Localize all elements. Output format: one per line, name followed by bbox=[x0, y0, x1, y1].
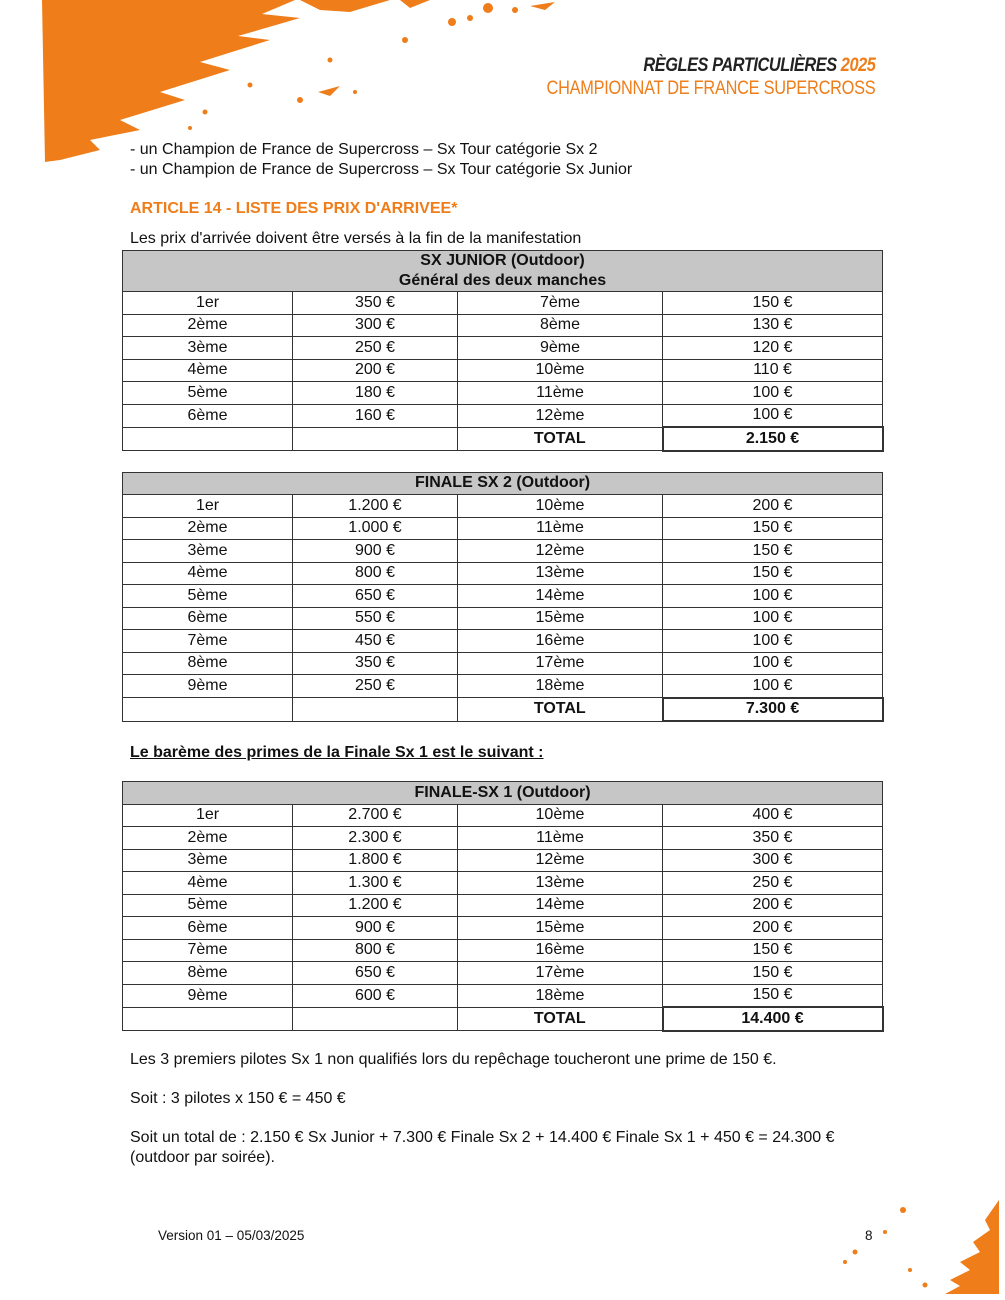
rank-cell: 16ème bbox=[458, 939, 663, 962]
rank-cell: 4ème bbox=[123, 872, 293, 895]
table-row bbox=[123, 827, 883, 850]
prize-cell: 1.200 € bbox=[293, 495, 458, 518]
prize-cell: 130 € bbox=[663, 314, 883, 337]
rank-cell: 14ème bbox=[458, 585, 663, 608]
rank-cell: 11ème bbox=[458, 517, 663, 540]
table-row bbox=[123, 872, 883, 895]
prize-cell: 100 € bbox=[663, 675, 883, 698]
rank-cell: 12ème bbox=[458, 540, 663, 563]
rank-cell: 11ème bbox=[458, 827, 663, 850]
footer-version: Version 01 – 05/03/2025 bbox=[158, 1228, 305, 1243]
prize-cell: 120 € bbox=[663, 337, 883, 360]
table-row bbox=[123, 404, 883, 427]
table-row bbox=[123, 630, 883, 653]
rank-cell: 7ème bbox=[123, 939, 293, 962]
rank-cell: 16ème bbox=[458, 630, 663, 653]
rank-cell: 7ème bbox=[458, 292, 663, 315]
prize-cell: 180 € bbox=[293, 382, 458, 405]
total-value: 2.150 € bbox=[663, 427, 883, 451]
total-row bbox=[123, 698, 883, 722]
prize-cell: 900 € bbox=[293, 917, 458, 940]
rank-cell: 4ème bbox=[123, 562, 293, 585]
table-title: FINALE SX 2 (Outdoor) bbox=[123, 472, 883, 495]
prize-cell: 250 € bbox=[293, 337, 458, 360]
prize-cell: 100 € bbox=[663, 607, 883, 630]
prize-cell: 1.800 € bbox=[293, 849, 458, 872]
header-title: RÈGLES PARTICULIÈRES 2025 bbox=[642, 55, 875, 76]
prize-cell: 150 € bbox=[663, 292, 883, 315]
empty-cell bbox=[293, 1007, 458, 1031]
article-intro: Les prix d'arrivée doivent être versés à la fin de la manifestation bbox=[130, 230, 582, 247]
rank-cell: 1er bbox=[123, 292, 293, 315]
prize-cell: 150 € bbox=[663, 562, 883, 585]
prize-cell: 350 € bbox=[293, 652, 458, 675]
rank-cell: 7ème bbox=[123, 630, 293, 653]
prize-cell: 100 € bbox=[663, 382, 883, 405]
intro-line: - un Champion de France de Supercross – Sx Tour catégorie Sx 2 bbox=[130, 141, 598, 158]
empty-cell bbox=[123, 427, 293, 451]
empty-cell bbox=[293, 698, 458, 722]
table-row bbox=[123, 359, 883, 382]
total-value: 14.400 € bbox=[663, 1007, 883, 1031]
prize-cell: 110 € bbox=[663, 359, 883, 382]
article-title: ARTICLE 14 - LISTE DES PRIX D'ARRIVEE* bbox=[130, 200, 458, 217]
rank-cell: 13ème bbox=[458, 872, 663, 895]
prize-cell: 900 € bbox=[293, 540, 458, 563]
rank-cell: 12ème bbox=[458, 849, 663, 872]
rank-cell: 17ème bbox=[458, 652, 663, 675]
page-number: 8 bbox=[865, 1228, 873, 1243]
table-row bbox=[123, 292, 883, 315]
rank-cell: 8ème bbox=[123, 962, 293, 985]
prize-cell: 650 € bbox=[293, 585, 458, 608]
empty-cell bbox=[123, 698, 293, 722]
rank-cell: 1er bbox=[123, 804, 293, 827]
paragraph-bonus: Les 3 premiers pilotes Sx 1 non qualifiés lors du repêchage toucheront une prime de 150 €. bbox=[130, 1050, 777, 1068]
prize-table-sx-junior bbox=[122, 250, 884, 452]
rank-cell: 12ème bbox=[458, 404, 663, 427]
rank-cell: 2ème bbox=[123, 314, 293, 337]
table-row bbox=[123, 607, 883, 630]
page-content bbox=[130, 140, 882, 1168]
rank-cell: 13ème bbox=[458, 562, 663, 585]
rank-cell: 9ème bbox=[458, 337, 663, 360]
table-body bbox=[123, 292, 883, 451]
prize-cell: 800 € bbox=[293, 939, 458, 962]
table-row bbox=[123, 984, 883, 1007]
prize-cell: 400 € bbox=[663, 804, 883, 827]
table-body bbox=[123, 495, 883, 722]
rank-cell: 5ème bbox=[123, 894, 293, 917]
prize-cell: 100 € bbox=[663, 652, 883, 675]
rank-cell: 4ème bbox=[123, 359, 293, 382]
empty-cell bbox=[293, 427, 458, 451]
paragraph-grand-total: Soit un total de : 2.150 € Sx Junior + 7.300 € Finale Sx 2 + 14.400 € Finale Sx 1 + 450 € = 24.300 € (outdoor par soirée). bbox=[130, 1128, 835, 1166]
rank-cell: 6ème bbox=[123, 404, 293, 427]
prize-cell: 450 € bbox=[293, 630, 458, 653]
rank-cell: 5ème bbox=[123, 585, 293, 608]
rank-cell: 5ème bbox=[123, 382, 293, 405]
table-row bbox=[123, 675, 883, 698]
table-row bbox=[123, 939, 883, 962]
prize-table-finale-sx1 bbox=[122, 781, 884, 1032]
rank-cell: 6ème bbox=[123, 917, 293, 940]
table-row bbox=[123, 849, 883, 872]
table-body bbox=[123, 804, 883, 1031]
prize-cell: 200 € bbox=[663, 894, 883, 917]
rank-cell: 3ème bbox=[123, 337, 293, 360]
prize-cell: 150 € bbox=[663, 962, 883, 985]
table-title: FINALE-SX 1 (Outdoor) bbox=[123, 782, 883, 805]
rank-cell: 14ème bbox=[458, 894, 663, 917]
prize-cell: 150 € bbox=[663, 984, 883, 1007]
rank-cell: 18ème bbox=[458, 675, 663, 698]
prize-cell: 1.300 € bbox=[293, 872, 458, 895]
prize-cell: 100 € bbox=[663, 630, 883, 653]
rank-cell: 17ème bbox=[458, 962, 663, 985]
rank-cell: 10ème bbox=[458, 359, 663, 382]
rank-cell: 8ème bbox=[123, 652, 293, 675]
rank-cell: 10ème bbox=[458, 495, 663, 518]
table-row bbox=[123, 382, 883, 405]
prize-cell: 350 € bbox=[663, 827, 883, 850]
empty-cell bbox=[123, 1007, 293, 1031]
table-row bbox=[123, 894, 883, 917]
prize-cell: 600 € bbox=[293, 984, 458, 1007]
prize-cell: 800 € bbox=[293, 562, 458, 585]
prize-cell: 150 € bbox=[663, 517, 883, 540]
prize-cell: 250 € bbox=[293, 675, 458, 698]
prize-cell: 100 € bbox=[663, 585, 883, 608]
total-label: TOTAL bbox=[458, 427, 663, 451]
table-row bbox=[123, 917, 883, 940]
total-label: TOTAL bbox=[458, 1007, 663, 1031]
document-header bbox=[493, 54, 875, 100]
paragraph-bonus-calc: Soit : 3 pilotes x 150 € = 450 € bbox=[130, 1089, 346, 1107]
rank-cell: 2ème bbox=[123, 517, 293, 540]
rank-cell: 18ème bbox=[458, 984, 663, 1007]
brush-splash-bottom-decoration bbox=[785, 1190, 1005, 1300]
rank-cell: 1er bbox=[123, 495, 293, 518]
rank-cell: 15ème bbox=[458, 917, 663, 940]
rank-cell: 15ème bbox=[458, 607, 663, 630]
prize-cell: 200 € bbox=[293, 359, 458, 382]
table-row bbox=[123, 562, 883, 585]
total-label: TOTAL bbox=[458, 698, 663, 722]
header-subtitle: CHAMPIONNAT DE FRANCE SUPERCROSS bbox=[546, 78, 875, 99]
intro-line: - un Champion de France de Supercross – Sx Tour catégorie Sx Junior bbox=[130, 161, 633, 178]
rank-cell: 6ème bbox=[123, 607, 293, 630]
prize-cell: 150 € bbox=[663, 939, 883, 962]
sx1-heading: Le barème des primes de la Finale Sx 1 est le suivant : bbox=[130, 744, 544, 761]
prize-cell: 160 € bbox=[293, 404, 458, 427]
prize-cell: 300 € bbox=[663, 849, 883, 872]
prize-cell: 650 € bbox=[293, 962, 458, 985]
table-row bbox=[123, 540, 883, 563]
table-row bbox=[123, 962, 883, 985]
rank-cell: 10ème bbox=[458, 804, 663, 827]
total-value: 7.300 € bbox=[663, 698, 883, 722]
prize-cell: 300 € bbox=[293, 314, 458, 337]
prize-cell: 100 € bbox=[663, 404, 883, 427]
prize-table-finale-sx2 bbox=[122, 472, 884, 723]
table-row bbox=[123, 585, 883, 608]
table-row bbox=[123, 495, 883, 518]
header-year: 2025 bbox=[840, 55, 875, 76]
prize-cell: 200 € bbox=[663, 495, 883, 518]
table-row bbox=[123, 517, 883, 540]
prize-cell: 550 € bbox=[293, 607, 458, 630]
table-row bbox=[123, 804, 883, 827]
prize-cell: 2.300 € bbox=[293, 827, 458, 850]
table-row bbox=[123, 652, 883, 675]
rank-cell: 8ème bbox=[458, 314, 663, 337]
prize-cell: 1.200 € bbox=[293, 894, 458, 917]
rank-cell: 9ème bbox=[123, 984, 293, 1007]
prize-cell: 150 € bbox=[663, 540, 883, 563]
prize-cell: 1.000 € bbox=[293, 517, 458, 540]
rank-cell: 3ème bbox=[123, 849, 293, 872]
prize-cell: 2.700 € bbox=[293, 804, 458, 827]
rank-cell: 2ème bbox=[123, 827, 293, 850]
total-row bbox=[123, 1007, 883, 1031]
prize-cell: 350 € bbox=[293, 292, 458, 315]
prize-cell: 200 € bbox=[663, 917, 883, 940]
table-title: SX JUNIOR (Outdoor) Général des deux manches bbox=[123, 251, 883, 292]
rank-cell: 3ème bbox=[123, 540, 293, 563]
table-row bbox=[123, 337, 883, 360]
prize-cell: 250 € bbox=[663, 872, 883, 895]
rank-cell: 9ème bbox=[123, 675, 293, 698]
total-row bbox=[123, 427, 883, 451]
rank-cell: 11ème bbox=[458, 382, 663, 405]
table-row bbox=[123, 314, 883, 337]
